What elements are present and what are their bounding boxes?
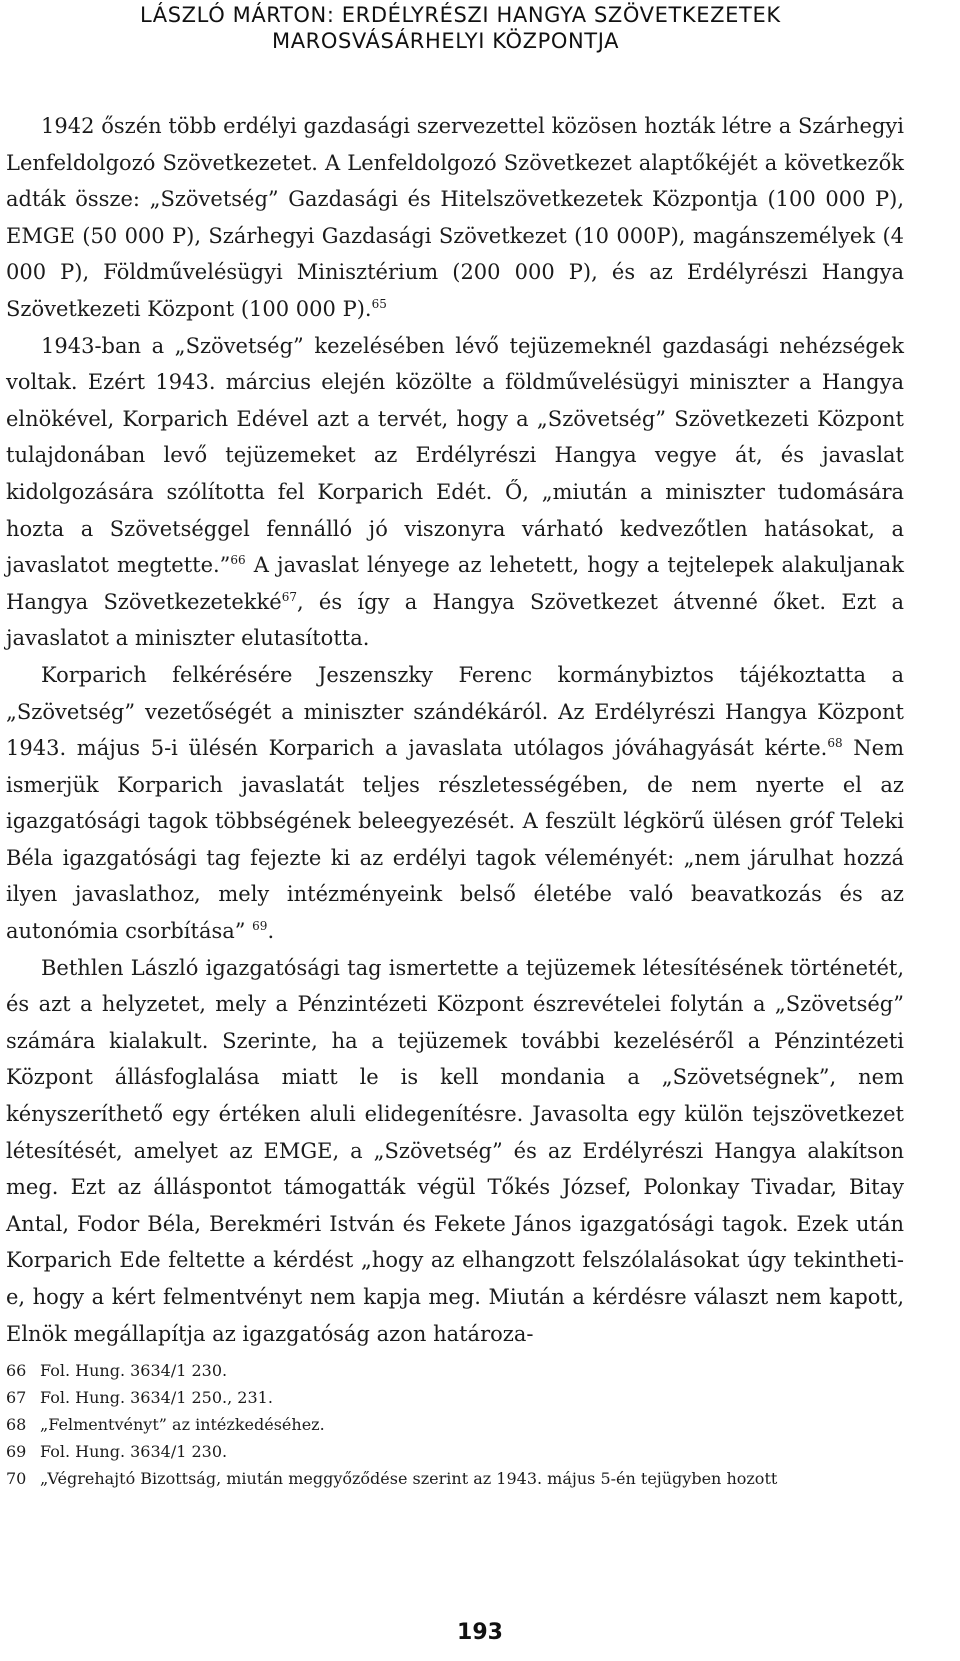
footnote-number: 68 [6,1415,27,1434]
paragraph [6,108,904,328]
paragraph-text: Nem ismerjük Korparich javaslatát teljes részletességében, de nem nyerte el az igazgatósági tagok többségének beleegyezését. A feszült légkörű ülésen gróf Teleki Béla igazgatósági tag fejezte ki az erdélyi tagok véleményét: „nem járulhat hozzá ilyen javaslathoz, mely intézményeink belső életébe való beavatkozás és az autonómia csorbítása” [6,736,904,944]
footnote [6,1438,906,1465]
footnote-ref: 66 [230,553,246,568]
footnote-text: „Felmentvényt” az intézkedéséhez. [40,1415,325,1434]
footnote-ref: 65 [371,296,387,311]
footnote-text: „Végrehajtó Bizottság, miután meggyőződése szerint az 1943. május 5-én tejügyben hozott [40,1469,778,1488]
header-title-line-2: MAROSVÁSÁRHELYI KÖZPONTJA [272,29,620,53]
paragraph-text: , és így a Hangya Szövetkezet átvenné őket. Ezt a javaslatot a miniszter elutasította. [6,589,904,651]
footnote-ref: 67 [281,589,297,604]
paragraph [6,950,904,1353]
page-number: 193 [457,1620,503,1645]
paragraph-text: Bethlen László igazgatósági tag ismertette a tejüzemek létesítésének történetét, és azt a helyzetet, mely a Pénzintézeti Központ észrevételei folytán a „Szövetség” számára kialakult. Szerinte, ha a tejüzemek további kezeléséről a Pénzintézeti Központ állásfoglalása miatt le is kell mondania a „Szövetségnek”, nem kényszeríthető egy értéken aluli elidegenítésre. Javasolta egy külön tejszövetkezet létesítését, amelyet az EMGE, a „Szövetség” és az Erdélyrészi Hangya alakítson meg. Ezt az álláspontot támogatták végül Tőkés József, Polonkay Tivadar, Bitay Antal, Fodor Béla, Berekméri István és Fekete János igazgatósági tagok. Ezek után Korparich Ede feltette a kérdést „hogy az elhangzott felszólalásokat úgy tekintheti-e, hogy a kért felmentvényt nem kapja meg. Miután a kérdésre választ nem kapott, Elnök megállapítja az igazgatóság azon határoza- [6,955,904,1346]
footnote-text: Fol. Hung. 3634/1 230. [40,1442,228,1461]
footnotes [6,1357,906,1492]
paragraph-text: Korparich felkérésére Jeszenszky Ferenc kormánybiztos tájékoztatta a „Szövetség” vezetőségét a miniszter szándékáról. Az Erdélyrészi Hangya Központ 1943. május 5-i ülésén Korparich a javaslata utólagos jóváhagyását kérte. [6,662,904,761]
footnote-number: 70 [6,1469,27,1488]
footnote [6,1384,906,1411]
paragraph-text: 1943-ban a „Szövetség” kezelésében lévő tejüzemeknél gazdasági nehézségek voltak. Ezért 1943. március elején közölte a földművelésügyi miniszter a Hangya elnökével, Korparich Edével azt a tervét, hogy a „Szövetség” Szövetkezeti Központ tulajdonában levő tejüzemeket az Erdélyrészi Hangya vegye át, és javaslat kidolgozására szólította fel Korparich Edét. Ő, „miután a miniszter tudomására hozta a Szövetséggel fennálló jó viszonyra várható kedvezőtlen hatásokat, a javaslatot megtette.” [6,333,904,578]
footnote-text: Fol. Hung. 3634/1 230. [40,1361,228,1380]
paragraph-text: . [267,919,275,944]
footnote-number: 69 [6,1442,27,1461]
footnote [6,1411,906,1438]
footnote-ref: 68 [827,736,843,751]
footnote-number: 66 [6,1361,27,1380]
footnote-ref: 69 [252,919,268,934]
paragraph-text: A javaslat lényege az lehetett, hogy a tejtelepek alakuljanak Hangya Szövetkezetekké [6,553,905,614]
footnote-number: 67 [6,1388,27,1407]
footnote [6,1465,906,1492]
paragraph-text: 1942 őszén több erdélyi gazdasági szervezettel közösen hozták létre a Szárhegyi Lenfeldolgozó Szövetkezetet. A Lenfeldolgozó Szövetkezet alaptőkéjét a következők adták össze: „Szövetség” Gazdasági és Hitelszövetkezetek Központja (100 000 P), EMGE (50 000 P), Szárhegyi Gazdasági Szövetkezet (10 000P), magánszemélyek (4 000 P), Földművelésügyi Minisztérium (200 000 P), és az Erdélyrészi Hangya Szövetkezeti Központ (100 000 P). [6,114,904,321]
paragraph [6,328,904,657]
footnote [6,1357,906,1384]
body-text [6,108,904,1352]
footnote-text: Fol. Hung. 3634/1 250., 231. [40,1388,273,1407]
header-title-line-1: LÁSZLÓ MÁRTON: ERDÉLYRÉSZI HANGYA SZÖVETKEZETEK [140,3,781,27]
paragraph [6,657,904,950]
